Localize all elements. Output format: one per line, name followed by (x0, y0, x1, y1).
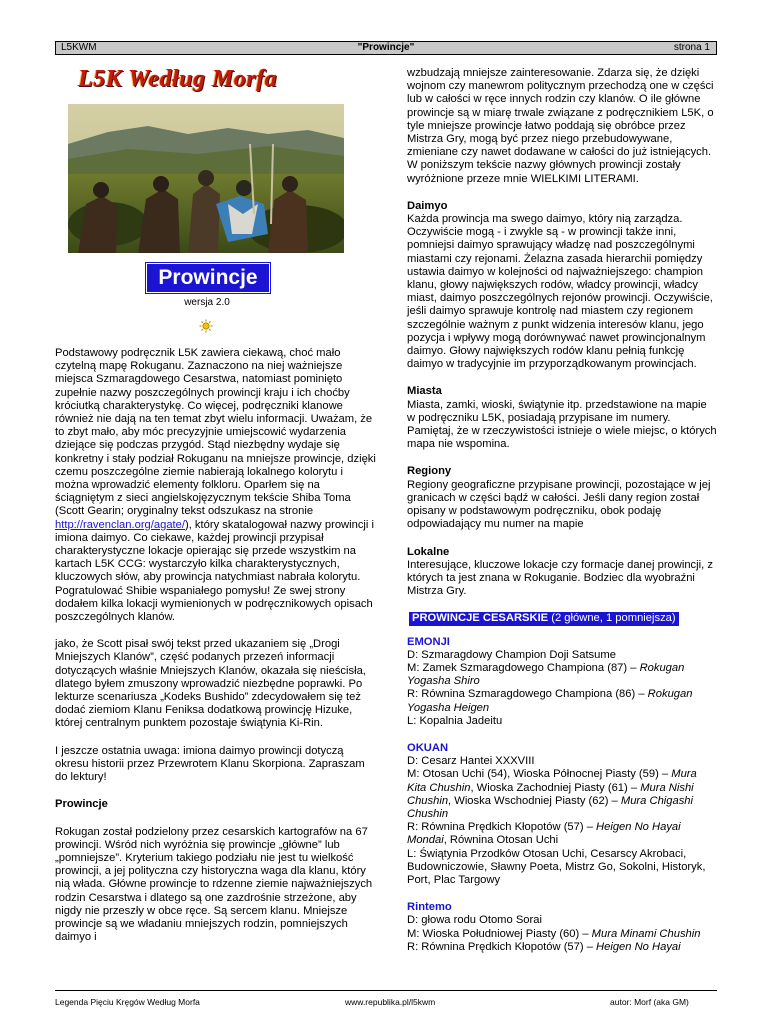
samurai-landscape-image (68, 104, 344, 253)
header-photo (68, 104, 344, 253)
province-rintemo-heading: Rintemo (407, 901, 452, 914)
emonji-regiony: R: Równina Szmaragdowego Championa (86) – Rokugan Yogasha Heigen (407, 688, 693, 714)
miasta-heading: Miasta (407, 385, 442, 398)
document-title: Prowincje (146, 263, 270, 293)
rintemo-daimyo: D: głowa rodu Otomo Sorai (407, 914, 542, 927)
left-column (55, 347, 377, 958)
prowincje-heading: Prowincje (55, 798, 108, 811)
sun-ornament-icon (199, 319, 213, 333)
header-left: L5KWM (61, 42, 97, 53)
footer-author: autor: Morf (aka GM) (610, 997, 689, 1007)
intro-paragraph-3: I jeszcze ostatnia uwaga: imiona daimyo prowincji dotyczą okresu historii przez Przewrotem Klanu Skorpiona. Zapraszam do lektury! (55, 744, 365, 784)
lokalne-text: Interesujące, kluczowe lokacje czy formacje danej prowincji, z których ta jest znana w Rokuganie. Bodziec dla wyobraźni Mistrza Gry. (407, 558, 713, 598)
footer-url[interactable]: www.republika.pl/l5kwm (345, 997, 436, 1007)
daimyo-text: Każda prowincja ma swego daimyo, który nią zarządza. Oczywiście mogą - i zwykle są - w prowincji także inni, pomniejsi daimyo sprawujący władzę nad poszczególnymi miastami czy rejonami. Żelazna zasada hierarchii pomiędzy ustawia daimyo w kolejności od najważniejszego: champion klanu, głowy największych rodów, władcy prowincji, władcy miast, daimyo poszczególnych rejonów prowincji. Oczywiście, jeśli daimyo sprawuje kontrolę nad miastem czy regionem szczególnie ważnym z punkt widzenia interesów klanu, jego pozycja i wpływy mogą dorównywać nawet prowincjonalnym daimyo. Głowy największych rodów klanu pełnią funkcję daimyo w tradycyjnie im przyporządkowanym prowincjach. (407, 213, 713, 371)
section-banner-prowincje-cesarskie: PROWINCJE CESARSKIE (2 główne, 1 pomniejsza) (409, 612, 679, 625)
emonji-daimyo: D: Szmaragdowy Champion Doji Satsume (407, 648, 616, 661)
emonji-miasta: M: Zamek Szmaragdowego Championa (87) – Rokugan Yogasha Shiro (407, 661, 685, 688)
footer-divider (55, 990, 717, 991)
miasta-text: Miasta, zamki, wioski, świątynie itp. przedstawione na mapie w podręczniku L5K, posiadają przypisane im numery. Pamiętaj, że w rzeczywistości istnieje o wiele miejsc, o których mapa nie wspomina. (407, 398, 717, 451)
okuan-lokalne: L: Świątynia Przodków Otosan Uchi, Cesarscy Akrobaci, Budowniczowie, Sławny Poeta, Mistrz Go, Sokolni, Historyk, Port, Plac Targowy (407, 847, 706, 886)
intro-paragraph-1: Podstawowy podręcznik L5K zawiera ciekawą, choć mało czytelną mapę Rokuganu. Zaznaczono na niej ważniejsze miejsca Szmaragdowego Cesarstwa, natomiast pominięto zupełnie nazwy poszczególnych prowincji kraju i ich choćby króciutką charakterystykę. Co więcej, podręczniki klanowe również nie dają na ten temat zbyt wielu informacji. Uważam, że to zbyt mało, aby móc precyzyjnie umiejscowić wydarzenia dziejące się podczas przygód. Stąd niezbędny wydaje się konkretny i stały podział Rokuganu na mniejsze prowincje, dzięki czemu poszczególne ziemie nabierają lokalnego kolorytu i można wprowadzić elementy folkloru. Oparłem się na ściągniętym z sieci angielskojęzycznym tekście Shiba Toma (Scott Gearin; oryginalny tekst odszukasz na stronie http://ravenclan.org/agate/), który skatalogował nazwy prowincji i imiona daimyo. Co ciekawe, każdej prowincji przypisał charakterystyczne lokacje opierając się przede wszystkim na kartach L5K CCG: wystarczyło kilka charakterystycznych, kluczowych słów, aby prowincja natychmiast nabrała kolorytu. Pogratulować Shibie wspaniałego pomysłu! Ze swej strony dodałem kilka lokacji wymienionych w podręcznikowych opisach poszczególnych klanów. (55, 347, 376, 624)
ravenclan-link[interactable]: http://ravenclan.org/agate/ (55, 518, 185, 531)
regiony-text: Regiony geograficzne przypisane prowincji, pozostające w jej granicach w części bądź w całości. Jeśli dany region został opisany w podstawowym podręczniku, obok podaję odpowiadający mu numer na mapie (407, 478, 711, 531)
province-okuan-heading: OKUAN (407, 741, 449, 754)
right-intro-paragraph: wzbudzają mniejsze zainteresowanie. Zdarza się, że dzięki wojnom czy manewrom politycznym przechodzą one w części lub w całości w ręce innych rodzin czy klanów. O ile główne prowincje są w miarę trwale związane z podręcznikiem L5K, o tyle mniejsze prowincje łatwo poddają się obróbce przez Mistrza Gry, mogą być przez niego przebudowywane, zmieniane czy nawet dodawane w całości do już istniejących. W poniższym tekście nazwy głównych prowincji zostały wyróżnione przeze mnie WIELKIMI LITERAMI. (407, 67, 714, 185)
intro-paragraph-2: jako, że Scott pisał swój tekst przed ukazaniem się „Drogi Mniejszych Klanów”, część podanych przezeń informacji dotyczących właśnie Mniejszych Klanów, okazała się nieścisła, dlatego byłem zmuszony wprowadzić niezbędne poprawki. Po lekturze scenariusza „Kodeks Bushido” zdecydowałem się też dodać ziemiom Klanu Feniksa dodatkową prowincję Hizuke, której centralnym punktem pozostaje świątynia Ki-Rin. (55, 638, 366, 730)
emonji-lokalne: L: Kopalnia Jadeitu (407, 714, 503, 727)
daimyo-heading: Daimyo (407, 199, 448, 212)
rintemo-miasta: M: Wioska Południowej Piasty (60) – Mura Minami Chushin (407, 927, 701, 940)
lokalne-heading: Lokalne (407, 545, 450, 558)
okuan-miasta: M: Otosan Uchi (54), Wioska Północnej Piasty (59) – Mura Kita Chushin, Wioska Zachodniej Piasty (61) – Mura Nishi Chushin, Wioska Wschodniej Piasty (62) – Mura Chigashi Chushin (407, 768, 697, 820)
logo: L5K Według Morfa (78, 66, 278, 92)
okuan-regiony: R: Równina Prędkich Kłopotów (57) – Heigen No Hayai Mondai, Równina Otosan Uchi (407, 821, 681, 847)
regiony-heading: Regiony (407, 465, 452, 478)
footer-left: Legenda Pięciu Kręgów Według Morfa (55, 997, 200, 1007)
page-header-bar (55, 41, 717, 55)
rintemo-regiony: R: Równina Prędkich Kłopotów (57) – Heigen No Hayai (407, 940, 681, 953)
okuan-daimyo: D: Cesarz Hantei XXXVIII (407, 755, 535, 768)
prowincje-paragraph: Rokugan został podzielony przez cesarskich kartografów na 67 prowincji. Wśród nich wyróżnia się prowincje „główne” lub „pomniejsze”. Kryterium takiego podziału nie jest tu wielkość prowincji, a jej polityczna czy historyczna waga dla klanu, który nią włada. Główne prowincje to rdzenne ziemie najważniejszych rodzin Cesarstwa i dlatego są one zazdrośnie strzeżone, aby nigdy nie przeszły w obce ręce. Są sercem klanu. Mniejsze prowincje są we władaniu mniejszych rodzin, pomniejszych daimyo i (55, 825, 373, 944)
header-title: "Prowincje" (357, 42, 415, 53)
right-column (407, 67, 717, 954)
header-page-number: strona 1 (673, 42, 710, 53)
province-emonji-heading: EMONJI (407, 635, 450, 648)
version-label: wersja 2.0 (184, 297, 230, 308)
